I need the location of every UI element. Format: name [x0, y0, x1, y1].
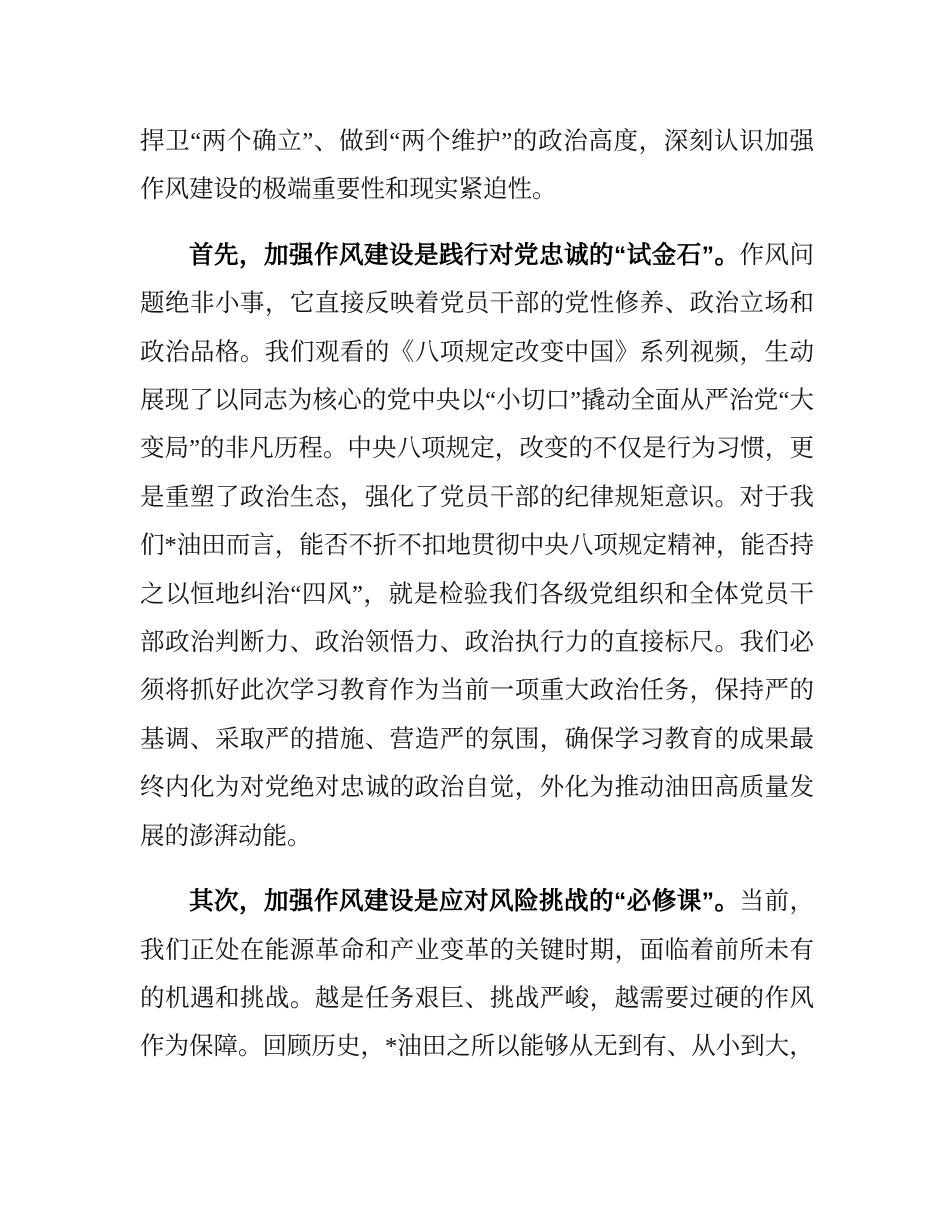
- paragraph-point-second-lead: 其次，加强作风建设是应对风险挑战的“必修课”。: [189, 888, 740, 916]
- paragraph-point-first-lead: 首先，加强作风建设是践行对党忠诚的“试金石”。: [189, 241, 740, 269]
- paragraph-continuation: [140, 118, 814, 215]
- paragraph-point-first-body: 作风问题绝非小事，它直接反映着党员干部的党性修养、政治立场和政治品格。我们观看的《八项规定改变中国》系列视频，生动展现了以同志为核心的党中央以“小切口”撬动全面从严治党“大变局”的非凡历程。中央八项规定，改变的不仅是行为习惯，更是重塑了政治生态，强化了党员干部的纪律规矩意识。对于我们*油田而言，能否不折不扣地贯彻中央八项规定精神，能否持之以恒地纠治“四风”，就是检验我们各级党组织和全体党员干部政治判断力、政治领悟力、政治执行力的直接标尺。我们必须将抓好此次学习教育作为当前一项重大政治任务，保持严的基调、采取严的措施、营造严的氛围，确保学习教育的成果最终内化为对党绝对忠诚的政治自觉，外化为推动油田高质量发展的澎湃动能。: [140, 241, 814, 850]
- paragraph-point-first: [140, 232, 814, 861]
- paragraph-point-second: [140, 878, 814, 1072]
- paragraph-point-second-body: 当前，我们正处在能源革命和产业变革的关键时期，面临着前所未有的机遇和挑战。越是任务艰巨、挑战严峻，越需要过硬的作风作为保障。回顾历史，*油田之所以能够从无到有、从小到大，: [140, 888, 814, 1061]
- paragraph-continuation-text: 捍卫“两个确立”、做到“两个维护”的政治高度，深刻认识加强作风建设的极端重要性和现实紧迫性。: [140, 128, 814, 204]
- document-body: [140, 118, 814, 1089]
